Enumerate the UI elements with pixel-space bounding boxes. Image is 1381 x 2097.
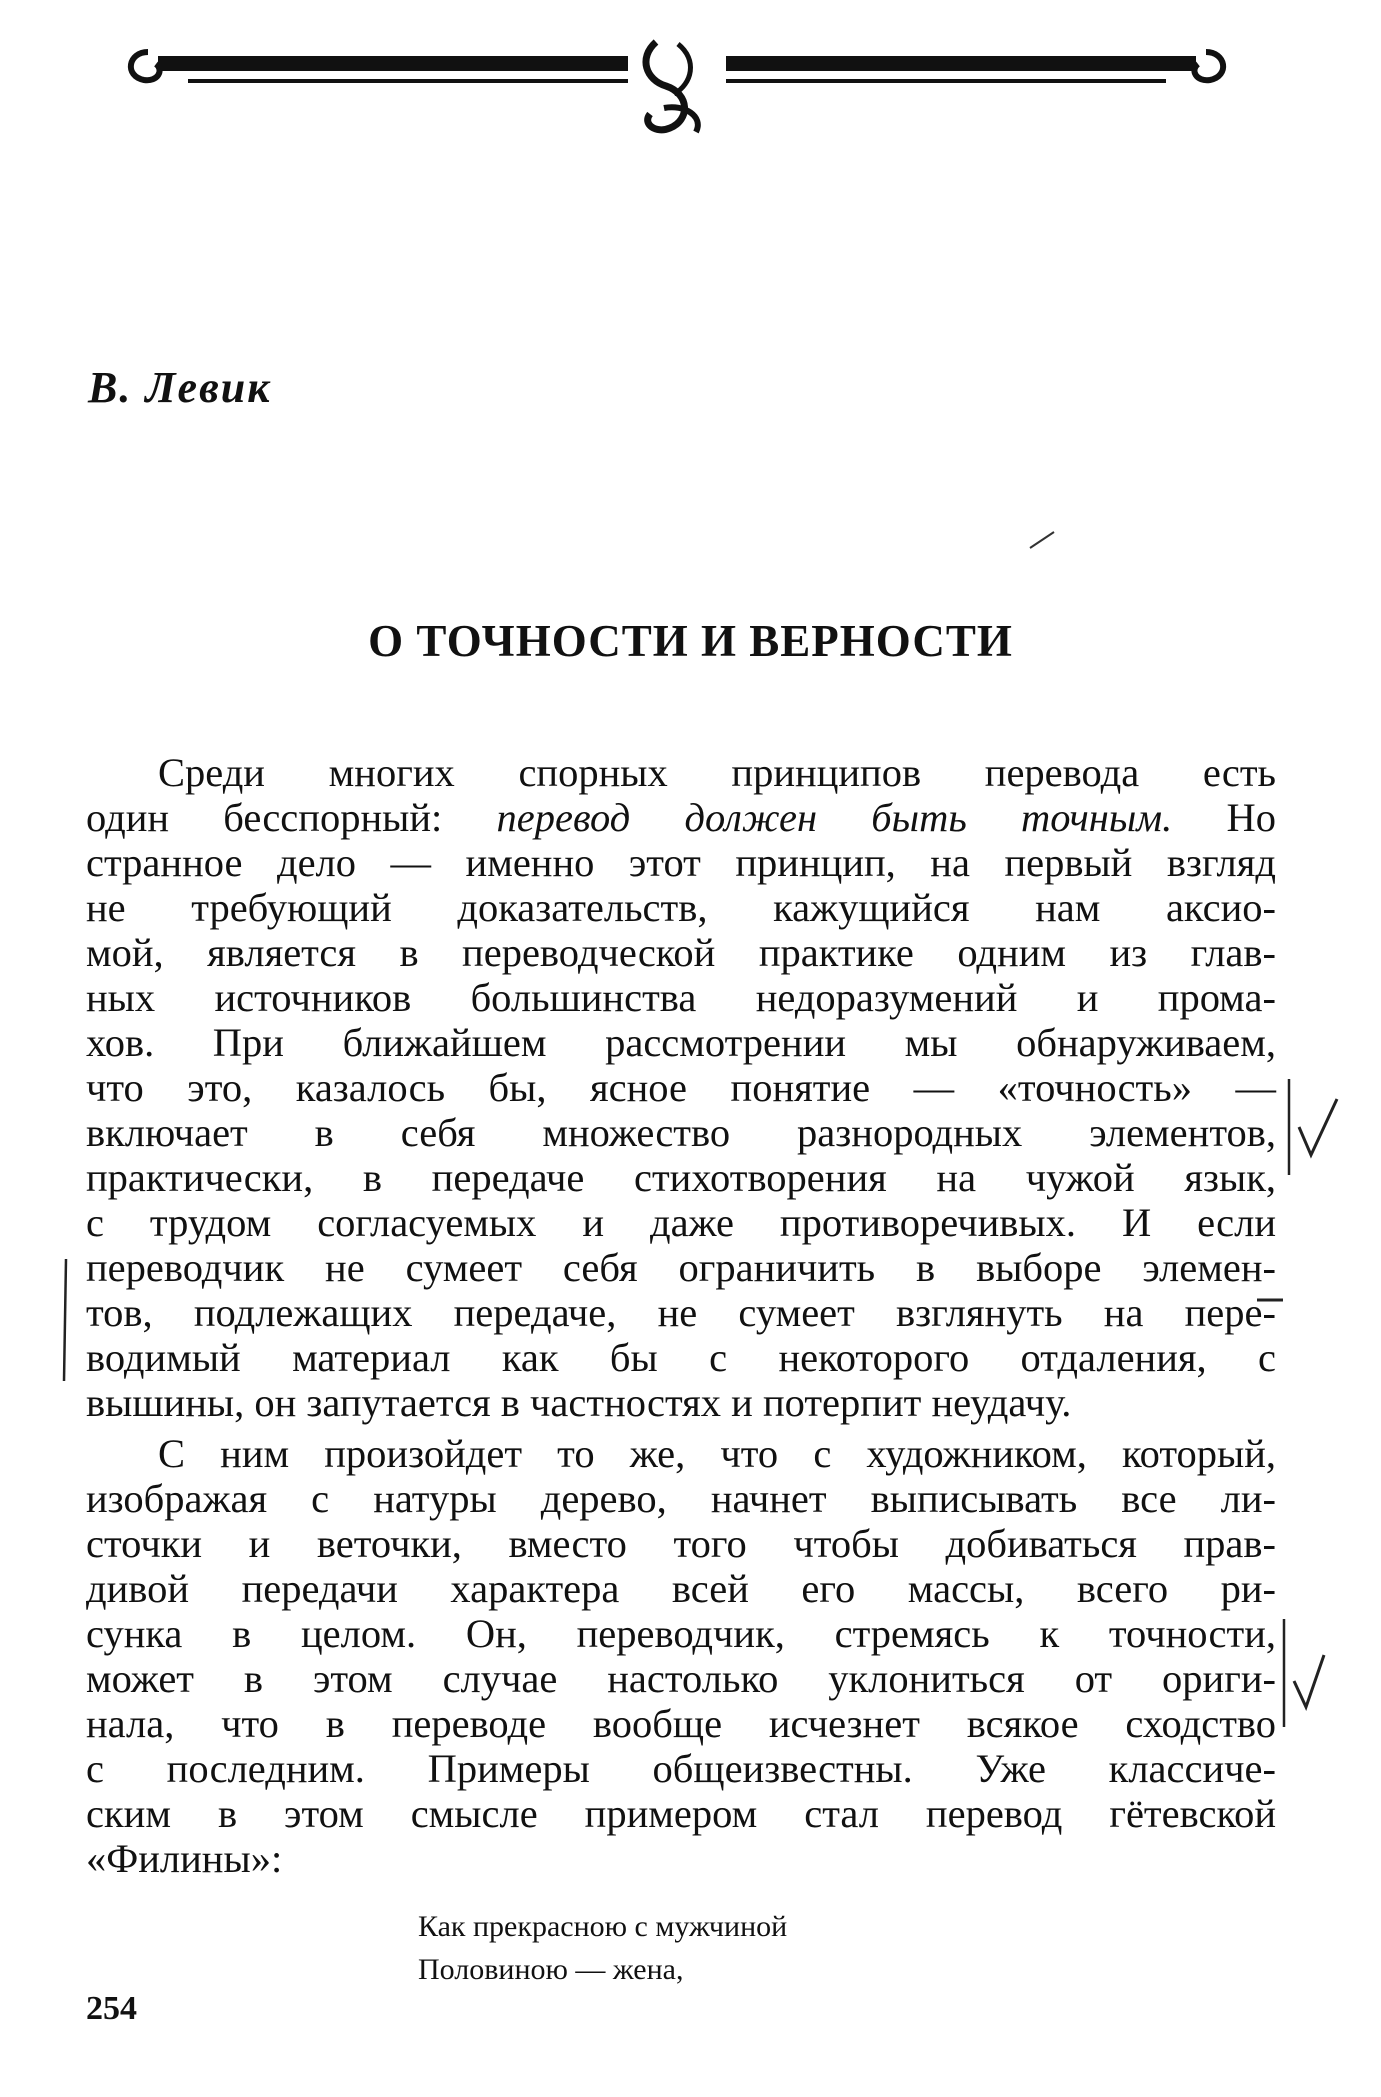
text-line: хов. При ближайшем рассмотрении мы обнаруживаем, — [86, 1020, 1276, 1065]
text-line: нала, что в переводе вообще исчезнет всякое сходство — [86, 1701, 1276, 1746]
text-line: ных источников большинства недоразумений и прома- — [86, 975, 1276, 1020]
emphasis-text: перевод должен быть точным. — [496, 795, 1173, 840]
text-line: водимый материал как бы с некоторого отдаления, с — [86, 1335, 1276, 1380]
text-line: один бесспорный: перевод должен быть точным. Но — [86, 795, 1277, 840]
text-line: включает в себя множество разнородных элементов, — [86, 1110, 1276, 1155]
text-line: вышины, он запутается в частностях и потерпит неудачу. — [86, 1380, 1072, 1425]
text-line: с последним. Примеры общеизвестны. Уже классиче- — [86, 1746, 1276, 1791]
margin-bracket-mark-icon — [58, 1255, 72, 1385]
article-title: О ТОЧНОСТИ И ВЕРНОСТИ — [368, 616, 1013, 666]
poem-line: Как прекрасною с мужчиной — [418, 1910, 788, 1943]
text-line: «Филины»: — [86, 1836, 283, 1881]
margin-checkmark-icon — [1280, 1615, 1340, 1735]
text-line: сточки и веточки, вместо того чтобы добиваться прав- — [86, 1521, 1276, 1566]
headpiece-ornament-icon — [118, 24, 1236, 142]
poem-line: Половиною — жена, — [418, 1953, 684, 1986]
text-line: сунка в целом. Он, переводчик, стремясь к точности, — [86, 1611, 1276, 1656]
margin-checkmark-icon — [1285, 1075, 1345, 1185]
text-line: дивой передачи характера всей его массы, всего ри- — [86, 1566, 1276, 1611]
text-line: не требующий доказательств, кажущийся нам аксио- — [86, 885, 1276, 930]
text-line: может в этом случае настолько уклониться от ориги- — [86, 1656, 1276, 1701]
text-line: Среди многих спорных принципов перевода есть — [158, 750, 1276, 795]
text-line: ским в этом смысле примером стал перевод гётевской — [86, 1791, 1276, 1836]
text-line: с трудом согласуемых и даже противоречивых. И если — [86, 1200, 1276, 1245]
text-line: мой, является в переводческой практике одним из глав- — [86, 930, 1276, 975]
text-line: странное дело — именно этот принцип, на первый взгляд — [86, 840, 1276, 885]
page-number: 254 — [86, 1990, 137, 2027]
paragraph-2 — [86, 1431, 1276, 1881]
poem-quote — [418, 1905, 787, 1991]
text-line: переводчик не сумеет себя ограничить в выборе элемен- — [86, 1245, 1276, 1290]
margin-dash-mark-icon — [1255, 1295, 1285, 1305]
text-line: изображая с натуры дерево, начнет выписывать все ли- — [86, 1476, 1276, 1521]
paragraph-1 — [86, 750, 1276, 1425]
text-line: практически, в передаче стихотворения на чужой язык, — [86, 1155, 1276, 1200]
article-body — [86, 750, 1276, 1881]
author-name: В. Левик — [88, 363, 272, 412]
margin-tick-mark-icon — [1028, 530, 1056, 550]
text-line: что это, казалось бы, ясное понятие — «точность» — — [86, 1065, 1276, 1110]
text-line: тов, подлежащих передаче, не сумеет взглянуть на пере- — [86, 1290, 1276, 1335]
text-line: С ним произойдет то же, что с художником, который, — [158, 1431, 1276, 1476]
